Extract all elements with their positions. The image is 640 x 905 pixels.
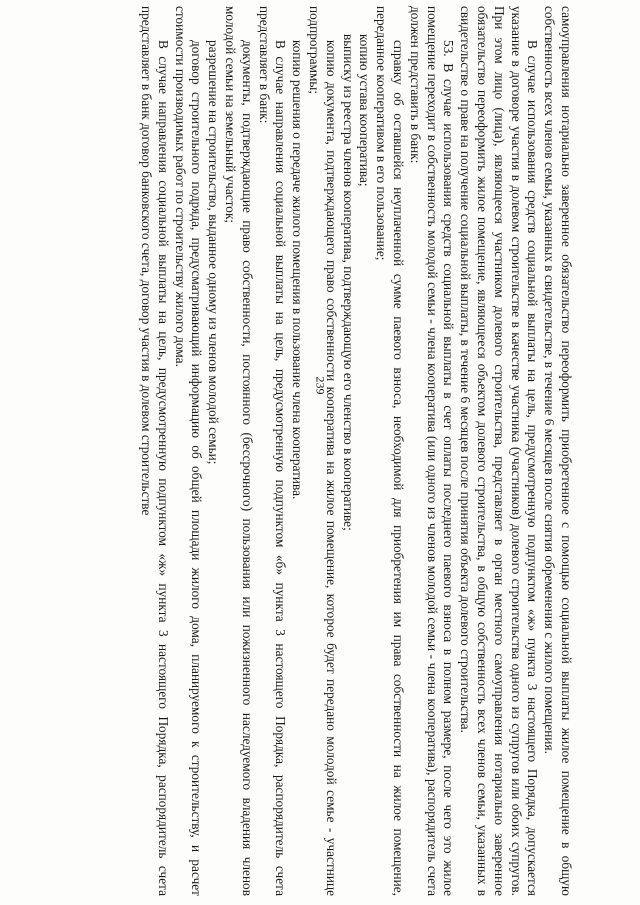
- paragraph-2: В случае использования средств социальной выплаты на цель, предусмотренную подпунктом «ж» пункта 3 настоящего Порядка, допускается указание в договоре участия в долевом строительстве в качестве участника (участников) долевого строительства одного из супругов или обоих супругов. При этом лицо (лица), являющееся участником долевого строительства, представляет в орган местного самоуправления нотариально заверенное обязательство переоформить жилое помещение, являющееся объектом долевого строительства, в общую собственность всех членов семьи, указанных в свидетельстве о праве на получение социальной выплаты, в течение 6 месяцев после принятия объекта долевого строительства.: [458, 6, 541, 896]
- paragraph-12: договор строительного подряда, предусматривающий информацию об общей площади жилого дома, планируемого к строительству, и расчет стоимости производимых работ по строительству жилого дома.: [172, 6, 205, 896]
- paragraph-6: выписку из реестра членов кооператива, подтверждающую его членство в кооперативе;: [340, 34, 356, 531]
- paragraph-13: В случае направления социальной выплаты на цель, предусмотренную подпунктом «ж» пункта 3 настоящего Порядка, распорядитель счета представляет в банк договор банковского счета, договор участия в долевом строительстве: [139, 6, 171, 896]
- paragraph-3: 53. В случае использования средств социальной выплаты в счет оплаты последнего паевого взноса в полном размере, после чего это жилое помещение переходит в собственность молодой семьи - члена кооператива (или одного из членов молодой семьи - члена кооператива), распорядитель счета должен представить в банк:: [407, 6, 457, 896]
- paragraph-11: разрешение на строительство, выданное одному из членов молодой семьи;: [206, 40, 222, 465]
- paragraph-9: В случае направления социальной выплаты на цель, предусмотренную подпунктом «б» пункта 3 настоящего Порядка, распорядитель счета представляет в банк:: [256, 6, 289, 896]
- paragraph-10: документы, подтверждающие право собственности, постоянного (бессрочного) пользования или пожизненного наследуемого владения членов молодой семьи на земельный участок;: [223, 6, 255, 896]
- paragraph-4: справку об оставшейся неуплаченной сумме паевого взноса, необходимой для приобретения им права собственности на жилое помещение, переданное кооперативом в его пользование;: [374, 6, 407, 896]
- paragraph-5: копию устава кооператива;: [357, 34, 373, 187]
- paragraph-7: копию документа, подтверждающего право собственности кооператива на жилое помещение, которое будет передано молодой семье - участнице подпрограммы;: [307, 6, 339, 896]
- document-body: [137, 6, 574, 896]
- paragraph-8: копию решения о передаче жилого помещения в пользование члена кооператива.: [290, 40, 306, 500]
- page-number: 239: [313, 376, 328, 395]
- paragraph-1: самоуправления нотариально заверенное обязательство переоформить приобретенное с помощью социальной выплаты жилое помещение в общую собственность всех членов семьи, указанных в свидетельстве, в течение 6 месяцев после снятия обременения с жилого помещения.: [542, 6, 574, 896]
